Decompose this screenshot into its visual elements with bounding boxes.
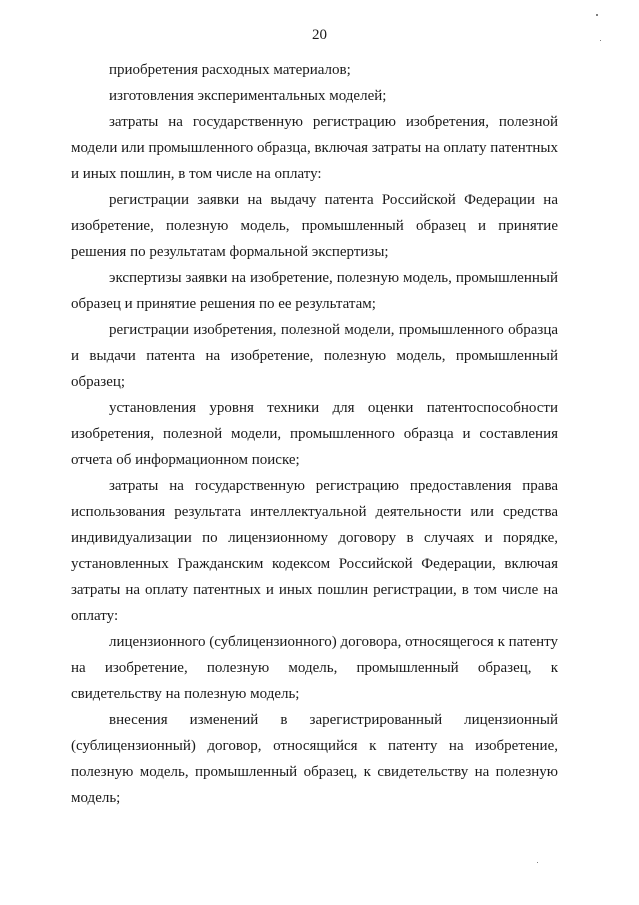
paragraph: регистрации заявки на выдачу патента Российской Федерации на изобретение, полезную модель, промышленный образец и принятие решения по результатам формальной экспертизы; [71, 192, 558, 260]
paragraph: приобретения расходных материалов; [109, 62, 351, 78]
paragraph: затраты на государственную регистрацию предоставления права использования результата интеллектуальной деятельности или средства индивидуализации по лицензионному договору в случаях и порядке, установленных Гражданским кодексом Российской Федерации, включая затраты на оплату патентных и иных пошлин регистрации, в том числе на оплату: [71, 478, 558, 624]
paragraph: изготовления экспериментальных моделей; [109, 88, 387, 104]
paragraph: лицензионного (сублицензионного) договора, относящегося к патенту на изобретение, полезную модель, промышленный образец, к свидетельству на полезную модель; [71, 634, 558, 702]
paragraph: затраты на государственную регистрацию изобретения, полезной модели или промышленного образца, включая затраты на оплату патентных и иных пошлин, в том числе на оплату: [71, 114, 558, 182]
paragraph: регистрации изобретения, полезной модели, промышленного образца и выдачи патента на изобретение, полезную модель, промышленный образец; [71, 322, 558, 390]
paragraph: установления уровня техники для оценки патентоспособности изобретения, полезной модели, промышленного образца и составления отчета об информационном поиске; [71, 400, 558, 468]
page-number: 20 [312, 27, 327, 43]
scan-speck [596, 14, 598, 16]
scan-speck [600, 40, 601, 41]
scan-speck [537, 862, 538, 863]
paragraph: внесения изменений в зарегистрированный лицензионный (сублицензионный) договор, относящийся к патенту на изобретение, полезную модель, промышленный образец, к свидетельству на полезную модель; [71, 712, 558, 806]
paragraph: экспертизы заявки на изобретение, полезную модель, промышленный образец и принятие решения по ее результатам; [71, 270, 558, 312]
document-body [71, 57, 558, 811]
